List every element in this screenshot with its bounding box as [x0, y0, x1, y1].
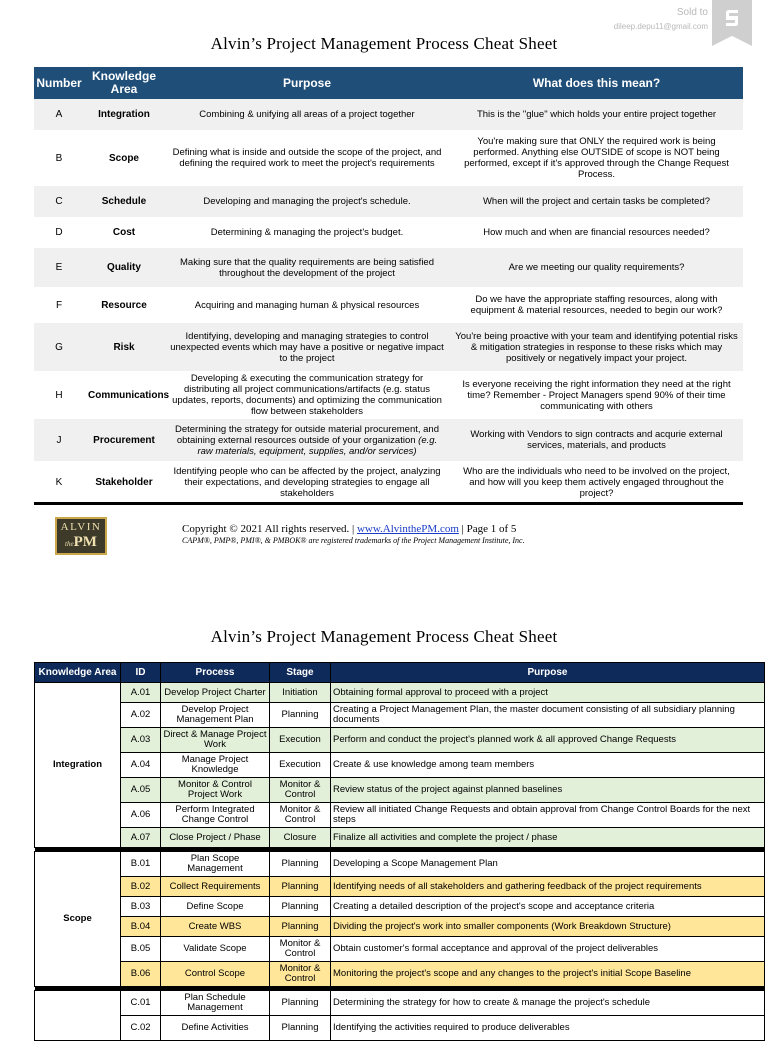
- process-stage: Monitor & Control: [270, 803, 331, 828]
- row-meaning: Working with Vendors to sign contracts and acqurie external services, materials, and products: [450, 419, 743, 461]
- knowledge-area-cell: Integration: [35, 683, 121, 848]
- process-purpose: Identifying needs of all stakeholders and gathering feedback of the project requirements: [331, 877, 765, 897]
- table-row: [35, 728, 765, 753]
- process-name: Validate Scope: [161, 937, 270, 962]
- process-id: C.02: [121, 1016, 161, 1041]
- process-stage: Planning: [270, 917, 331, 937]
- row-area: Quality: [84, 248, 164, 287]
- process-id: A.04: [121, 753, 161, 778]
- header-number: Number: [34, 67, 84, 99]
- row-purpose: Determining & managing the project's budget.: [210, 227, 404, 238]
- table-row: [34, 323, 743, 371]
- process-stage: Planning: [270, 991, 331, 1016]
- process-stage: Initiation: [270, 683, 331, 703]
- process-id: B.03: [121, 897, 161, 917]
- row-area: Communications: [88, 389, 170, 401]
- row-purpose: Combining & unifying all areas of a project together: [164, 99, 450, 130]
- process-purpose: Identifying the activities required to produce deliverables: [331, 1016, 765, 1041]
- process-stage: Planning: [270, 852, 331, 877]
- process-purpose: Perform and conduct the project's planned work & all approved Change Requests: [331, 728, 765, 753]
- row-purpose: Making sure that the quality requirements are being satisfied throughout the development of the project: [164, 248, 450, 287]
- process-name: Create WBS: [161, 917, 270, 937]
- row-purpose: Acquiring and managing human & physical resources: [194, 299, 420, 311]
- row-number: K: [55, 476, 63, 488]
- table-row: [34, 461, 743, 503]
- process-id: C.01: [121, 991, 161, 1016]
- table-row: [35, 778, 765, 803]
- header-knowledge-area: Knowledge Area: [35, 663, 121, 683]
- row-purpose: [164, 419, 450, 461]
- knowledge-area-cell: Scope: [35, 852, 121, 987]
- process-name: Manage Project Knowledge: [161, 753, 270, 778]
- header-meaning: What does this mean?: [450, 67, 743, 99]
- logo-text-pm: PM: [73, 534, 97, 550]
- process-stage: Closure: [270, 828, 331, 848]
- process-name: Control Scope: [161, 962, 270, 987]
- knowledge-area-cell: [35, 991, 121, 1041]
- table-row: [34, 130, 743, 186]
- process-name: Plan Scope Management: [161, 852, 270, 877]
- sold-to-watermark: [614, 7, 708, 33]
- process-name: Define Activities: [161, 1016, 270, 1041]
- process-purpose: Obtain customer's formal acceptance and approval of the project deliverables: [331, 937, 765, 962]
- process-id: A.02: [121, 703, 161, 728]
- process-id: A.07: [121, 828, 161, 848]
- row-area: Risk: [84, 323, 164, 371]
- header-process: Process: [161, 663, 270, 683]
- table-row: [34, 287, 743, 323]
- row-purpose: Defining what is inside and outside the scope of the project, and defining the required work to meet the project's requirements: [172, 147, 442, 169]
- process-name: Develop Project Management Plan: [161, 703, 270, 728]
- table-row: [35, 897, 765, 917]
- table-row: [35, 703, 765, 728]
- header-stage: Stage: [270, 663, 331, 683]
- process-id: B.04: [121, 917, 161, 937]
- row-purpose: Developing and managing the project's schedule.: [164, 186, 450, 217]
- process-name: Collect Requirements: [161, 877, 270, 897]
- table-row: [35, 917, 765, 937]
- process-stage: Monitor & Control: [270, 962, 331, 987]
- header-id: ID: [121, 663, 161, 683]
- table-row: [35, 877, 765, 897]
- process-purpose: Review status of the project against planned baselines: [331, 778, 765, 803]
- knowledge-area-table: [34, 67, 743, 503]
- process-table: [34, 662, 765, 1041]
- process-id: A.03: [121, 728, 161, 753]
- row-purpose-note: (e.g. raw materials, equipment, supplies, and/or services): [197, 434, 438, 457]
- table-row: [35, 828, 765, 848]
- process-stage: Monitor & Control: [270, 778, 331, 803]
- row-purpose: Developing & executing the communication strategy for distributing all project communications/artifacts (e.g. status updates, reports, documents) and optimizing the communication flow between stakeholders: [172, 373, 442, 417]
- process-id: A.06: [121, 803, 161, 828]
- process-name: Plan Schedule Management: [161, 991, 270, 1016]
- logo-text-top: ALVIN: [60, 521, 102, 533]
- row-number: F: [55, 299, 63, 311]
- header-purpose: Purpose: [331, 663, 765, 683]
- process-purpose: Determining the strategy for how to create & manage the project's schedule: [331, 991, 765, 1016]
- process-id: B.05: [121, 937, 161, 962]
- process-name: Close Project / Phase: [161, 828, 270, 848]
- row-area: Scope: [108, 152, 139, 164]
- table-row: [35, 937, 765, 962]
- process-id: B.02: [121, 877, 161, 897]
- process-purpose: Developing a Scope Management Plan: [331, 852, 765, 877]
- row-number: J: [34, 419, 84, 461]
- header-purpose: Purpose: [164, 67, 450, 99]
- alvin-pm-logo: [55, 517, 107, 555]
- process-name: Develop Project Charter: [161, 683, 270, 703]
- process-id: A.01: [121, 683, 161, 703]
- row-meaning: How much and when are financial resources needed?: [483, 227, 710, 238]
- row-meaning: Do we have the appropriate staffing resources, along with equipment & material resources, needed to begin our work?: [470, 294, 723, 316]
- row-meaning: This is the "glue" which holds your entire project together: [450, 99, 743, 130]
- row-number: A: [34, 99, 84, 130]
- process-stage: Execution: [270, 753, 331, 778]
- table-row: [34, 248, 743, 287]
- process-purpose: Review all initiated Change Requests and obtain approval from Change Control Boards for the next steps: [331, 803, 765, 828]
- process-purpose: Obtaining formal approval to proceed with a project: [331, 683, 765, 703]
- page-number: | Page 1 of 5: [458, 523, 517, 535]
- table-header-row: [34, 67, 743, 99]
- row-number: D: [55, 227, 63, 238]
- row-meaning: You're being proactive with your team and identifying potential risks & mitigation strategies in response to these risks which may positively or negatively impact your project.: [450, 323, 743, 371]
- row-meaning: Is everyone receiving the right information they need at the right time? Remember - Project Managers spend 90% of their time communicating with others: [462, 378, 731, 412]
- buyer-email: dileep.depu11@gmail.com: [613, 22, 708, 31]
- row-area: Procurement: [84, 419, 164, 461]
- process-stage: Planning: [270, 897, 331, 917]
- row-area: Schedule: [84, 186, 164, 217]
- process-stage: Execution: [270, 728, 331, 753]
- table-bottom-rule: [34, 502, 743, 505]
- page-title: Alvin’s Project Management Process Cheat Sheet: [210, 34, 558, 53]
- table-row: [35, 991, 765, 1016]
- process-name: Monitor & Control Project Work: [161, 778, 270, 803]
- process-purpose: Creating a detailed description of the project's scope and acceptance criteria: [331, 897, 765, 917]
- row-number: C: [34, 186, 84, 217]
- process-purpose: Finalize all activities and complete the project / phase: [331, 828, 765, 848]
- row-meaning: When will the project and certain tasks be completed?: [450, 186, 743, 217]
- table-header-row: [35, 663, 765, 683]
- table-row: [34, 99, 743, 130]
- logo-text-bottom: [57, 534, 105, 552]
- process-id: B.06: [121, 962, 161, 987]
- table-row: [34, 217, 743, 248]
- website-link[interactable]: www.AlvinthePM.com: [356, 523, 459, 535]
- row-number: B: [55, 152, 63, 164]
- logo-text-mid: the: [65, 540, 74, 548]
- sold-to-label: Sold to: [676, 7, 708, 18]
- row-area: Integration: [84, 99, 164, 130]
- process-id: A.05: [121, 778, 161, 803]
- table-row: [34, 186, 743, 217]
- scribd-logo-icon: [723, 9, 741, 27]
- row-purpose-text: Determining the strategy for outside material procurement, and obtaining external resources outside of your organization: [174, 423, 440, 446]
- copyright-line: [182, 523, 516, 535]
- process-purpose: Dividing the project's work into smaller components (Work Breakdown Structure): [331, 917, 765, 937]
- process-purpose: Creating a Project Management Plan, the master document consisting of all subsidiary planning documents: [331, 703, 765, 728]
- row-meaning: Who are the individuals who need to be involved on the project, and how will you keep them actively engaged throughout the project?: [463, 465, 730, 499]
- page-title-2: Alvin’s Project Management Process Cheat Sheet: [210, 627, 558, 646]
- table-row: [34, 371, 743, 419]
- process-stage: Planning: [270, 1016, 331, 1041]
- process-stage: Monitor & Control: [270, 937, 331, 962]
- row-meaning: Are we meeting our quality requirements?: [450, 248, 743, 287]
- process-name: Define Scope: [161, 897, 270, 917]
- process-name: Perform Integrated Change Control: [161, 803, 270, 828]
- table-row: [35, 753, 765, 778]
- process-purpose: Create & use knowledge among team members: [331, 753, 765, 778]
- trademark-notice: CAPM®, PMP®, PMI®, & PMBOK® are registered trademarks of the Project Management Institute, Inc.: [182, 536, 525, 545]
- process-id: B.01: [121, 852, 161, 877]
- row-purpose: Identifying people who can be affected by the project, analyzing their expectations, and developing strategies to engage all stakeholders: [173, 465, 441, 499]
- process-stage: Planning: [270, 877, 331, 897]
- header-knowledge-area: Knowledge Area: [84, 67, 164, 99]
- process-purpose: Monitoring the project's scope and any changes to the project's initial Scope Baseline: [331, 962, 765, 987]
- row-meaning: You're making sure that ONLY the required work is being performed. Anything else OUTSIDE of scope is NOT being performed, except if it's approved through the Change Request Process.: [464, 136, 729, 180]
- row-area: Resource: [101, 299, 147, 311]
- table-row: [34, 419, 743, 461]
- table-row: [35, 852, 765, 877]
- row-number: G: [34, 323, 84, 371]
- row-number: H: [55, 389, 63, 401]
- copyright-text: Copyright © 2021 All rights reserved. |: [182, 523, 357, 535]
- row-area: Stakeholder: [95, 476, 153, 488]
- row-area: Cost: [112, 227, 136, 238]
- table-row: [35, 962, 765, 987]
- table-row: [35, 803, 765, 828]
- row-purpose: Identifying, developing and managing strategies to control unexpected events which may have a positive or negative impact to the project: [164, 323, 450, 371]
- row-number: E: [34, 248, 84, 287]
- table-row: [35, 1016, 765, 1041]
- process-stage: Planning: [270, 703, 331, 728]
- process-name: Direct & Manage Project Work: [161, 728, 270, 753]
- table-row: [35, 683, 765, 703]
